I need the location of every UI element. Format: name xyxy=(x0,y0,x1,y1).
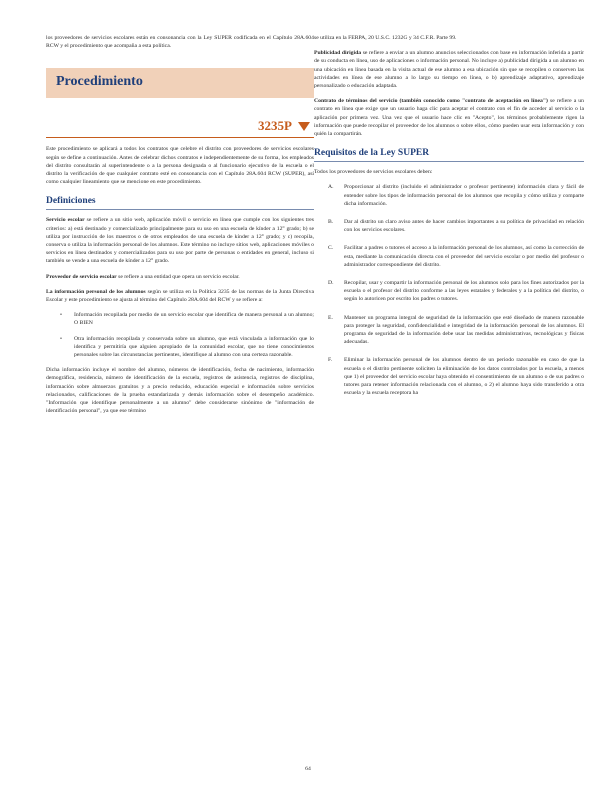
intro-paragraph: los proveedores de servicios escolares están en consonancia con la Ley SUPER codificada en el Capítulo 28A.604 RCW y el procedimiento que acompaña a esta política. xyxy=(46,35,314,50)
bullet-mark: • xyxy=(60,335,62,342)
policy-number: 3235P xyxy=(258,118,292,134)
procedure-banner xyxy=(46,68,314,98)
policy-number-block xyxy=(46,118,314,134)
bullet-mark: • xyxy=(60,312,62,319)
def-provider xyxy=(46,273,314,281)
list-item xyxy=(328,279,584,304)
def-publicity-term: Publicidad dirigida xyxy=(314,50,362,57)
item-text: Proporcionar al distrito (incluido el administrador o profesor pertinente) información clara y fácil de entender sobre los tipos de información personal de los alumnos que recopila y cómo utiliza y comparte dicha información. xyxy=(344,184,584,207)
def-publicity xyxy=(314,49,584,90)
procedure-paragraph: Este procedimiento se aplicará a todos los contratos que celebre el distrito con proveedores de servicios escolares según se define a continuación. Antes de celebrar dichos contratos e independientemente de su forma, los empleados del distrito consultarán al superintendente o a la persona designada o al funcionario ejecutivo de la escuela o el distrito la verificación de que cualquier contrato esté en consonancia con el Capítulo 28A.604 RCW (SUPER), así como cualquier lineamiento que se mencione en este procedimiento. xyxy=(46,146,314,186)
requirements-intro: Todos los proveedores de servicios escolares deben: xyxy=(314,169,433,176)
item-text: Dar al distrito un claro aviso antes de hacer cambios importantes a su política de privacidad en relación con los servicios escolares. xyxy=(344,219,584,234)
def-terms-text: se refiere a un contrato en línea que exige que un usuario haga clic para aceptar el contrato con el fin de acceder al servicio o la aplicación por primera vez. Una vez que el usuario hace clic en "Acepto", los términos probablemente rigen la información que puede recopilar el proveedor de los alumnos o sobre ellos, cómo pueden usar esta información y con quién la compartirán. xyxy=(314,98,584,138)
def-service-text: se refiere a un sitio web, aplicación móvil o servicio en línea que cumple con los siguientes tres criterios: a) está destinado y comercializado principalmente para su uso en una escuela de kínder a 12° grado; b) se utiliza por instrucción de los maestros o de otros empleados de una escuela de kínder a 12° grado; y c) recopila, conserva o utiliza la información personal de los alumnos. Este término no incluye sitios web, aplicaciones móviles o servicios en línea destinados y comercializados para su uso por parte de personas o entidades en general, incluso si también se vende a una escuela de kínder a 12° grado. xyxy=(46,217,315,265)
definitions-rule xyxy=(46,209,314,210)
right-column xyxy=(314,34,584,408)
item-letter: B. xyxy=(328,219,334,226)
item-text: Recopilar, usar y compartir la información personal de los alumnos solo para los fines autorizados por la escuela o el profesor del distrito conforme a las leyes estatales y federales y a la política del distrito, o según lo autoricen por escrito los padres o tutores. xyxy=(344,280,584,303)
closing-paragraph: Dicha información incluye el nombre del alumno, números de identificación, fecha de nacimiento, información demográfica, residencia, número de identificación de la escuela, registros de asistencia, registros de disciplina, información sobre almuerzos gratuitos y a precio reducido, educación especial e información sobre servicios relacionados, calificaciones de la prueba estandarizada y demás información sobre el desempeño académico. "Información que identifique personalmente a un alumno" debe considerarse sinónimo de "información de identificación personal", ya que ese término xyxy=(46,367,314,415)
def-service xyxy=(46,216,314,265)
def-terms xyxy=(314,97,584,138)
item-text: Facilitar a padres o tutores el acceso a la información personal de los alumnos, así como la corrección de esta, mediante la comunicación directa con el proveedor del servicio escolar o por medio del profesor o administrador correspondiente del distrito. xyxy=(344,245,584,268)
item-letter: D. xyxy=(328,280,334,287)
left-column xyxy=(46,34,314,415)
def-info xyxy=(46,288,314,304)
list-item xyxy=(328,244,584,269)
definitions-heading: Definiciones xyxy=(46,196,96,207)
banner-title: Procedimiento xyxy=(56,74,143,90)
def-service-term: Servicio escolar xyxy=(46,217,85,224)
item-letter: F. xyxy=(328,357,333,364)
def-provider-text: se refiere a una entidad que opera un servicio escolar. xyxy=(118,273,240,280)
triangle-down-icon xyxy=(298,122,310,131)
item-letter: E. xyxy=(328,314,333,321)
item-letter: A. xyxy=(328,184,334,191)
def-publicity-text: se refiere a enviar a un alumno anuncios seleccionados con base en información inferida a partir de su conducta en línea, uso de aplicaciones o información personal. No incluye a) publicidad dirigida a un alumno en una ubicación en línea basada en la visita actual de ese alumno a esa ubicación sin que se recopilen o conserven las actividades en línea de ese alumno a lo largo su tiempo en línea, o b) aprendizaje adaptativo, aprendizaje personalizado o educación adaptada. xyxy=(314,50,584,90)
def-info-term: La información personal de los alumnos xyxy=(46,288,146,295)
item-text: Mantener un programa integral de seguridad de la información que esté diseñado de manera razonable para proteger la seguridad, confidencialidad e integridad de la información personal de los alumnos. El programa de seguridad de la información debe usar las medidas administrativas, tecnológicas y físicas adecuadas. xyxy=(344,314,584,346)
list-item xyxy=(328,314,584,347)
page-number: 64 xyxy=(305,766,311,772)
item-text: Eliminar la información personal de los alumnos dentro de un periodo razonable en caso de que la escuela o el distrito pertinente soliciten la eliminación de los datos controlados por la escuela, a menos que 1) el proveedor del servicio escolar haya obtenido el consentimiento de un alumno o de sus padres o tutores para retener información relacionada con el alumno, o 2) el alumno haya sido transferido a otra escuela y la escuela receptora ha xyxy=(344,357,584,397)
list-item xyxy=(328,218,584,234)
item-letter: C. xyxy=(328,245,334,252)
def-terms-term: Contrato de términos del servicio (también conocido como "contrato de aceptación en línea") xyxy=(314,98,548,105)
list-item xyxy=(60,335,314,360)
list-item xyxy=(328,183,584,208)
def-info-text: según se utiliza en la Política 3235 de las normas de la Junta Directiva Escolar y este procedimiento se ajusta al término del Capítulo 28A.604 del RCW y se refiere a: xyxy=(46,288,315,304)
bullet-text: Otra información recopilada y conservada sobre un alumno, que está vinculada a información que lo identifica y permitiría que alguien apropiado de la comunidad escolar, que no tiene conocimientos personales sobre las circunstancias pertinentes, identifique al alumno con una certeza razonable. xyxy=(74,335,314,359)
list-item xyxy=(328,356,584,397)
requirements-rule xyxy=(314,161,584,162)
bullet-text: Información recopilada por medio de un servicio escolar que identifica de manera personal a un alumno; O BIEN xyxy=(74,312,314,327)
list-item xyxy=(60,311,314,327)
requirements-heading: Requisitos de la Ley SUPER xyxy=(314,148,430,159)
def-provider-term: Proveedor de servicio escolar xyxy=(46,273,117,280)
ferpa-paragraph: se utiliza en la FERPA, 20 U.S.C. 1232G y 34 C.F.R. Parte 99. xyxy=(314,35,457,41)
